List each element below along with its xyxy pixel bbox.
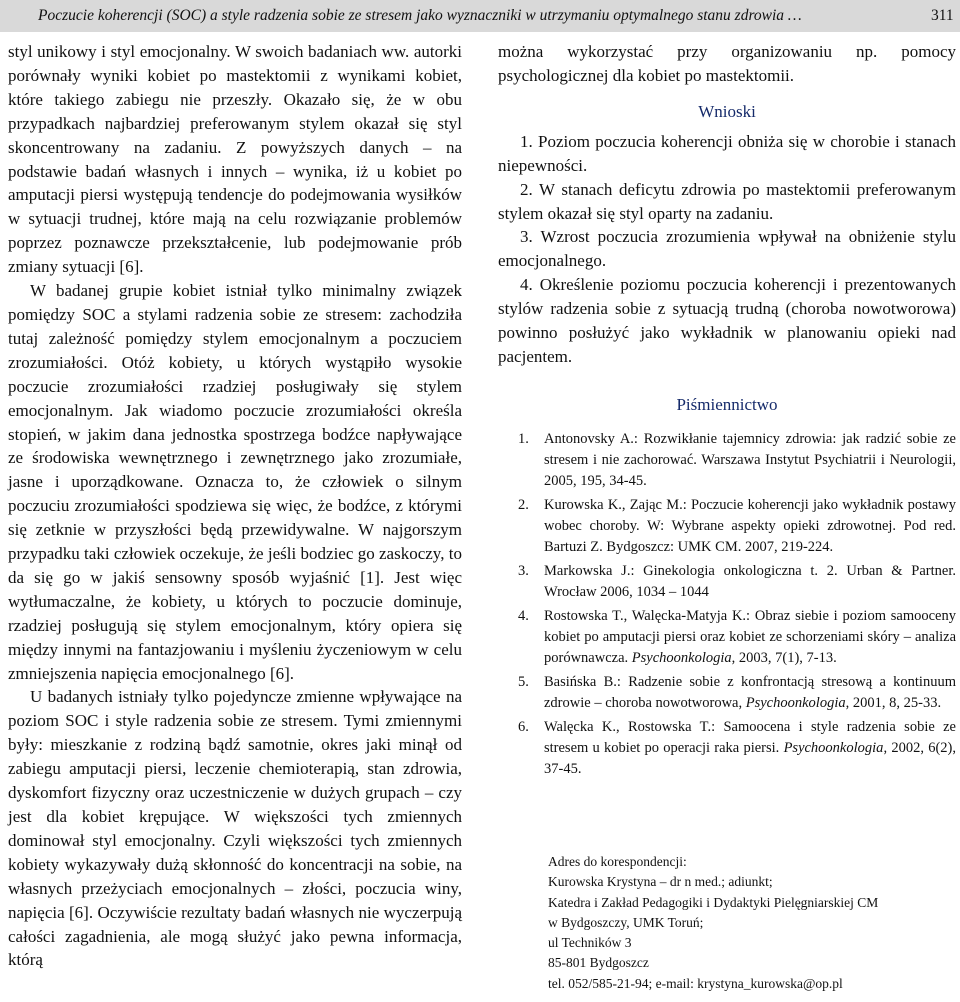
- reference-item: [498, 606, 956, 669]
- contact-line: Adres do korespondencji:: [548, 854, 687, 869]
- conclusion-item: 3. Wzrost poczucia zrozumienia wpływał na obniżenie stylu emocjonalnego.: [498, 227, 956, 271]
- correspondence-address: [548, 852, 958, 994]
- running-header: [0, 0, 960, 32]
- reference-text: Basińska B.: Radzenie sobie z konfrontacją stresową a kontinuum zdrowie – choroba nowotworowa,: [544, 673, 956, 711]
- reference-item: [498, 561, 956, 603]
- body-paragraph: U badanych istniały tylko pojedyncze zmienne wpływające na poziom SOC i style radzenia sobie ze stresem. Tymi zmiennymi były: mieszkanie z rodziną bądź samotnie, okres jaki minął od zabiegu amputacji piersi, leczenie chemioterapią, stan zdrowia, dyskomfort fizyczny oraz uczestniczenie w dużych grupach – czy jest dla kobiet krępujące. W większości tych zmiennych dominował styl emocjonalny. Czyli większości tych zmiennych kobiety wykazywały dużą skłonność do koncentracji na sobie, na własnych przeżyciach emocjonalnych – złości, poczucia winy, napięcia [6]. Oczywiście rezultaty badań własnych nie wyczerpują całości zagadnienia, ale mogą służyć jako pewna informacja, którą: [8, 687, 462, 970]
- reference-number: 2.: [518, 496, 529, 513]
- reference-number: 5.: [518, 673, 529, 690]
- reference-text: Walęcka K., Rostowska T.: Samoocena i style radzenia sobie ze stresem u kobiet po operacji raka piersi.: [544, 718, 956, 756]
- body-paragraph: W badanej grupie kobiet istniał tylko minimalny związek pomiędzy SOC a stylami radzenia sobie ze stresem: zachodziła tutaj zależność pomiędzy stylem emocjonalnym a poczuciem zrozumiałości. Otóż kobiety, u których wystąpiło wysokie poczucie zrozumiałości rzadziej posługiwały się stylem emocjonalnym. Jak wiadomo poczucie zrozumiałości określa stopień, w jakim dana jednostka spostrzega bodźce napływające ze środowiska wewnętrznego i zewnętrznego jako zrozumiałe, jasne i uporządkowane. Oznacza to, że człowiek o silnym poczuciu zrozumiałości spodziewa się więc, że bodźce, z którymi się zetknie w przyszłości będą przewidywalne. W najgorszym przypadku taki człowiek oczekuje, że jeśli bodziec go zaskoczy, to da się go w jakiś sensowny sposób wyjaśnić [1]. Jest więc wytłumaczalne, że kobiety, u których to poczucie dominuje, rzadziej posługują się stylem emocjonalnym, który opiera się między innymi na fantazjowaniu i myśleniu życzeniowym w celu zmniejszenia napięcia emocjonalnego [6].: [8, 281, 462, 683]
- reference-number: 1.: [518, 430, 529, 447]
- reference-list: [498, 429, 956, 780]
- contact-line: w Bydgoszczy, UMK Toruń;: [548, 914, 704, 930]
- left-column: [8, 40, 462, 972]
- body-paragraph: można wykorzystać przy organizowaniu np. pomocy psychologicznej dla kobiet po mastektomii.: [498, 42, 956, 85]
- contact-line: Katedra i Zakład Pedagogiki i Dydaktyki Pielęgniarskiej CM: [548, 894, 879, 910]
- reference-item: [498, 429, 956, 492]
- reference-number: 6.: [518, 718, 529, 735]
- conclusion-item: 2. W stanach deficytu zdrowia po mastektomii preferowanym stylem okazał się styl oparty na zadaniu.: [498, 179, 956, 223]
- reference-source: Psychoonkologia: [745, 694, 846, 711]
- conclusion-item: 1. Poziom poczucia koherencji obniża się w chorobie i stanach niepewności.: [498, 131, 956, 175]
- conclusions-heading: Wnioski: [698, 101, 756, 121]
- contact-line: Kurowska Krystyna – dr n med.; adiunkt;: [548, 874, 773, 890]
- reference-text: Rostowska T., Walęcka-Matyja K.: Obraz siebie i poziom samooceny kobiet po amputacji piersi oraz kobiet ze schorzeniami skóry – analiza porównawcza.: [544, 607, 956, 666]
- reference-details: , 2001, 8, 25-33.: [845, 694, 942, 711]
- page-number: 311: [931, 7, 954, 24]
- reference-source: Psychoonkologia: [631, 649, 732, 666]
- conclusion-item: 4. Określenie poziomu poczucia koherencji i prezentowanych stylów radzenia sobie z sytuacją trudną (choroba nowotworowa) powinno posłużyć jako wykładnik w planowaniu opieki nad pacjentem.: [498, 275, 956, 366]
- reference-number: 3.: [518, 562, 529, 579]
- reference-number: 4.: [518, 607, 529, 624]
- contact-line: tel. 052/585-21-94; e-mail: krystyna_kurowska@op.pl: [548, 975, 843, 991]
- body-paragraph: styl unikowy i styl emocjonalny. W swoich badaniach ww. autorki porównały wyniki kobiet po mastektomii z wynikami kobiet, które takiego zabiegu nie przeszły. Okazało się, że w obu przypadkach najbardziej preferowanym stylem okazał się styl skoncentrowany na zadaniu. Z powyższych danych – na podstawie badań własnych i innych – wynika, iż u kobiet po amputacji piersi występują tendencje do podejmowania wysiłków w sytuacji trudnej, które mają na celu rozwiązanie problemów poprzez poznawcze przekształcenie, lub podejmowanie prób zmiany sytuacji [6].: [8, 42, 462, 277]
- reference-details: , 2002, 6(2), 37-45.: [544, 739, 956, 777]
- reference-item: [498, 495, 956, 558]
- running-title: Poczucie koherencji (SOC) a style radzenia sobie ze stresem jako wyznaczniki w utrzymaniu optymalnego stanu zdrowia …: [38, 7, 802, 24]
- contact-line: ul Techników 3: [548, 935, 632, 951]
- reference-source: Psychoonkologia: [783, 739, 884, 756]
- contact-line: 85-801 Bydgoszcz: [548, 955, 649, 971]
- reference-details: , 2003, 7(1), 7-13.: [731, 649, 837, 666]
- reference-text: Antonovsky A.: Rozwikłanie tajemnicy zdrowia: jak radzić sobie ze stresem i nie zachorować. Warszawa Instytut Psychiatrii i Neurologii, 2005, 195, 34-45.: [544, 430, 956, 489]
- reference-item: [498, 717, 956, 780]
- reference-text: Kurowska K., Zając M.: Poczucie koherencji jako wykładnik postawy wobec choroby. W: Wybrane aspekty opieki zdrowotnej. Pod red. Bartuzi Z. Bydgoszcz: UMK CM. 2007, 219-224.: [544, 496, 956, 555]
- reference-text: Markowska J.: Ginekologia onkologiczna t. 2. Urban & Partner. Wrocław 2006, 1034 – 1044: [544, 562, 956, 600]
- right-column: [498, 40, 956, 783]
- reference-item: [498, 672, 956, 714]
- references-heading: Piśmiennictwo: [676, 394, 778, 414]
